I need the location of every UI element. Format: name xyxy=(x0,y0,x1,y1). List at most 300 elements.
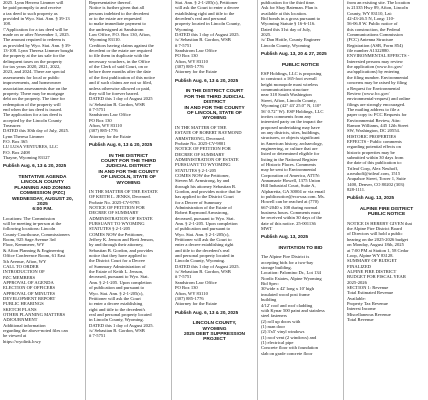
text-line: Interest Income xyxy=(347,306,376,312)
text-line: of the first publication of this notice xyxy=(89,74,156,80)
text-line: Sandstrom Law Office xyxy=(89,112,131,118)
text-line: asr/applications) by entering xyxy=(347,69,400,75)
text-line: /s/ Sebastian B. Gordon, WSB xyxy=(175,37,231,43)
text-line: & Afton Planning & Engineering xyxy=(3,247,64,253)
text-line: Dated this 31st day of July, xyxy=(261,26,311,32)
text-line: engineering, or culture that are xyxy=(261,145,318,151)
heading-line: IN THE DISTRICT COURT xyxy=(185,89,244,95)
text-line: for a Decree of Summary xyxy=(175,199,222,205)
text-line: MWT xyxy=(261,226,273,232)
text-line: the District Court for a Decree xyxy=(89,258,145,264)
publish-date-line: Publish Aug. 6, 13 & 20, 2025 xyxy=(175,309,239,315)
text-line: a tax deed to such property as xyxy=(3,10,58,16)
notice-body xyxy=(261,254,340,356)
text-line: HISTORIC PROPERTIES xyxy=(347,133,397,139)
text-line: historic properties may be xyxy=(347,149,395,155)
text-line: necessary vouchers, in the Office xyxy=(89,58,151,64)
text-line: Review (www.fcc.gov/ xyxy=(347,90,390,96)
text-line: a Request for Environmental xyxy=(347,85,400,91)
text-line: Total Revenue xyxy=(347,316,374,322)
text-line: Annamarie Howell, 1375 Union xyxy=(261,177,321,183)
text-line: PO Box 130 xyxy=(89,117,112,123)
text-line: Arapahoe Street, Tower 1, Suite xyxy=(347,176,406,182)
text-line: listing in the National Register xyxy=(261,156,318,162)
text-line: Lincoln County, Wyoming xyxy=(261,42,310,48)
publish-date-line: Publish Aug. 13, 20 & 27, 2025 xyxy=(261,51,327,57)
text-line: Ann. § 2-1-205. Upon completion xyxy=(89,279,152,285)
text-line: has applied to the District Court xyxy=(175,194,234,200)
publish-date-line: Publish Aug. 6, 13 & 20, 2025 xyxy=(89,141,153,147)
heading-line: FOR THE THIRD JUDICIAL xyxy=(184,94,245,100)
text-line: and personal property located in xyxy=(175,253,235,259)
text-line: 2023, and 2024. There are special xyxy=(3,69,66,75)
column-1 xyxy=(3,0,82,400)
text-line: Registration (ASR, Form 854) xyxy=(347,42,403,48)
heading-line: PROJECT xyxy=(203,337,226,343)
text-line: the date of this publication to: xyxy=(347,160,402,166)
text-line: may be sent to Environmental xyxy=(261,167,317,173)
text-line: business hours. Comments must xyxy=(261,210,321,216)
text-line: of Directors will hold a public xyxy=(347,231,403,237)
text-line: 4/12' roof and roof cladding xyxy=(261,302,313,308)
text-line: property located in Lincoln County, xyxy=(175,21,241,27)
text-line: right and title to the decedent's xyxy=(89,306,146,312)
text-line: decedent or the estate are required xyxy=(89,48,152,54)
text-line: Howell can be reached at (770) xyxy=(261,199,319,205)
text-line: this construction, the Federal xyxy=(347,26,401,32)
text-line: The application for a tax deed is xyxy=(3,112,63,118)
text-line: Attorney for the Estate xyxy=(175,301,217,307)
heading-line: ALPINE FIRE DISTRICT xyxy=(359,206,414,212)
heading-line: IN AND FOR THE COUNTY xyxy=(98,169,159,175)
text-line: Afton, WY 83110 xyxy=(175,58,208,64)
text-line: Interested persons may review xyxy=(347,58,403,64)
text-line: of publication and pursuant to xyxy=(175,226,231,232)
text-line: redemption of the property will xyxy=(3,101,61,107)
column-rule xyxy=(85,0,86,400)
text-line: DATED this 1 day of August 2025. xyxy=(175,32,240,38)
notice-heading xyxy=(175,89,254,121)
text-line: made on or after November 1, 2025. xyxy=(3,32,70,38)
text-line: NOTICE OF PETITION FOR xyxy=(175,146,231,152)
text-line: Attorney for the Estate xyxy=(175,69,217,75)
text-line: deceased, pursuant to Wyo. Stat. xyxy=(175,215,235,221)
text-line: Locations: The Commission xyxy=(3,215,55,221)
text-line: file number A1322880. xyxy=(347,48,390,54)
text-line: ELECTION OF OFFICERS xyxy=(3,285,56,291)
text-line: DECREE OF SUMMARY xyxy=(175,151,225,157)
text-line: Robert Raymond Armstrong, xyxy=(175,210,229,216)
text-line: to publicnotice@eca-usa.com. Ms. xyxy=(261,194,325,199)
text-line: /s/ Dan Hottle, County Engineer xyxy=(261,37,321,43)
publish-date-line: Publish Aug. 13, 2025 xyxy=(261,234,309,240)
text-line: Steven M. Armstrong, by and xyxy=(175,178,230,184)
text-line: provided in Wyo. Stat. Ann. § 39-13 xyxy=(3,16,70,22)
text-line: Lincoln County, Wyoming. xyxy=(175,258,226,264)
text-line: NOTICE OF PETITION FOR xyxy=(89,205,145,210)
text-line: date of this notice. 25-001136 xyxy=(261,220,316,226)
text-line: /s/ Sebastian B. Gordon, WSB xyxy=(89,101,145,107)
column-2 xyxy=(89,0,168,400)
text-line: 1400, Denver, CO 80202 (303) xyxy=(347,181,405,187)
heading-line: WEDNESDAY, AUGUST 20, xyxy=(12,196,73,202)
text-line: association assessments due on the xyxy=(3,85,68,91)
text-line: the undersigned at Sandstrom xyxy=(89,26,144,32)
text-line: Probate No. 2025-CV-9795 xyxy=(89,199,140,205)
text-line: Communications Commission xyxy=(347,32,403,38)
text-line: DATED this 1 day of August 2025. xyxy=(175,263,240,269)
text-line: County, WY 83110, Lat: xyxy=(347,10,393,16)
text-line: Attorney for the Estate xyxy=(89,133,131,139)
heading-line: INVITATION TO BID xyxy=(278,246,323,251)
text-line: before three months after the date xyxy=(89,69,151,75)
heading-line: IN THE DISTRICT xyxy=(108,153,149,159)
text-line: DATED this 1 day of August 2025. xyxy=(89,322,154,328)
text-line: Gordon, and provides notice that he xyxy=(175,188,241,194)
text-line: of Summary Administration of xyxy=(89,263,146,269)
text-line: IN THE MATTER OF THE xyxy=(175,124,227,130)
text-line: /s/ Sebastian B. Gordon, WSB xyxy=(175,269,231,275)
text-line: ADMINISTRATION OF ESTATE xyxy=(175,156,239,162)
text-line: Ramon Williams, 445 12th Street xyxy=(347,122,409,128)
text-line: on any districts, sites, buildings, xyxy=(261,129,321,135)
text-line: in Lincoln County, Wyoming. xyxy=(89,317,144,323)
text-line: County Courthouse, Commissioners xyxy=(3,231,70,237)
text-line: proposed undertaking may have xyxy=(261,124,320,130)
text-line: # 7-5751 xyxy=(89,333,106,339)
text-line: and title to the decedent's real xyxy=(175,247,230,253)
text-line: Miscellaneous Revenue xyxy=(347,311,391,317)
text-line: Total Estimated Revenue xyxy=(347,290,394,296)
text-line: by and through their attorney, xyxy=(89,242,144,248)
text-line: Bid Spec: xyxy=(261,281,279,287)
text-line: unless otherwise allowed or paid, xyxy=(89,85,151,91)
text-line: (307) 885-1776 xyxy=(175,295,204,301)
text-line: STATUTES § 2-1-205 xyxy=(175,167,217,173)
notice-body xyxy=(261,71,340,231)
text-line: # 7-5751 xyxy=(175,274,192,280)
text-line: DEVELOPMENT REPORT xyxy=(3,295,56,301)
text-line: they will be forever barred. xyxy=(89,90,140,96)
text-line: Environmental Review, Attn: xyxy=(347,117,401,123)
text-line: The Alpine Fire District is xyxy=(261,254,310,260)
heading-line: WYOMING xyxy=(202,116,227,122)
text-line: Probate No. 2025-CV-9801 xyxy=(175,140,226,146)
text-line: Administration of the Estate of xyxy=(175,205,232,210)
text-line: 2025-2026 xyxy=(347,279,367,285)
text-line: NOTICE IS HEREBY GIVEN that xyxy=(347,220,412,226)
text-line: 42-43-26.5 N, Long: 110- xyxy=(347,16,395,22)
text-line: with Kynar 500 paint and stainless xyxy=(261,307,325,313)
text-line: # 7-5751 xyxy=(175,42,192,48)
notice-body xyxy=(89,0,168,139)
column-3 xyxy=(175,0,254,400)
text-line: 13-108. Lynn Theresa Limmer bought xyxy=(3,48,74,54)
text-line: 30'wide x 42' long x 10' high xyxy=(261,286,315,292)
column-5 xyxy=(347,0,426,400)
text-line: concerns may be raised by filing xyxy=(347,80,407,86)
heading-line: PLANNING AND ZONING xyxy=(14,185,71,191)
text-line: will be meeting in-person at the xyxy=(3,221,62,227)
text-line: to make immediate payment to xyxy=(89,21,146,27)
text-line: 5th Avenue, Afton, WY xyxy=(3,258,47,264)
text-line: ENVIRONMENTAL EFFECTS - xyxy=(347,53,410,59)
text-line: steel fasteners xyxy=(261,313,287,319)
text-line: as provided by Wyo. Stat. Ann. § 39- xyxy=(3,42,72,48)
text-line: ARMSTRONG, Deceased. xyxy=(175,135,225,141)
notice-heading xyxy=(347,207,426,218)
text-line: of the Clerk of said Court, on or xyxy=(89,64,148,70)
text-line: DATED this 1 day of August 2025 xyxy=(89,96,153,102)
text-line: # 7-5751 xyxy=(89,106,106,112)
text-line: persons indebted to the decedent xyxy=(89,10,149,16)
text-line: for tax years 2020, 2021, 2022, xyxy=(3,64,61,70)
text-line: and if such claims are not so filed, xyxy=(89,80,153,86)
text-line: The mailing address to file a xyxy=(347,106,400,112)
text-line: insulated wood post frame xyxy=(261,291,310,297)
text-line: environmental-request) and online xyxy=(347,96,411,102)
text-line: Afton, WY 83110 xyxy=(175,290,208,296)
text-line: Street, Afton, Lincoln County, xyxy=(261,97,317,103)
text-line: on Monday, August 18th, 2025 xyxy=(347,242,404,248)
text-line: COMES NOW the Petitioner, xyxy=(89,231,144,237)
text-line: Petitioner will ask the Court xyxy=(89,295,141,301)
text-line: Wyo. Stat. Ann. § 2-1-205(c), xyxy=(175,231,230,237)
text-line: Nordic Estates, Alpine Wyoming xyxy=(261,275,322,281)
heading-line: LINCOLN COUNTY xyxy=(21,180,64,186)
text-line: Jeffrey K. Jenson and Brett Jenson, xyxy=(89,237,154,243)
notice-heading xyxy=(175,321,254,343)
text-line: Creditors having claims against the xyxy=(89,42,154,48)
text-line: (FCC) Antenna Structure xyxy=(347,37,394,43)
text-line: assessments for local or public xyxy=(3,74,60,80)
heading-line: JUDICIAL DISTRICT xyxy=(105,164,152,170)
text-line: PURSUANT TO WYOMING xyxy=(175,162,231,168)
text-line: SKETCH PLANS xyxy=(3,306,37,312)
text-line: \"Application for a tax deed will be xyxy=(3,26,68,32)
text-line: the filing number. Environmental xyxy=(347,74,409,80)
text-line: building xyxy=(261,297,277,303)
text-line: APPROVAL OF AGENDA xyxy=(3,279,54,285)
text-line: https://wyolink.lcwy xyxy=(3,338,41,344)
text-line: enter a decree establishing right xyxy=(175,242,234,248)
text-line: 56' 0.72" W). ESP Holdings, LLC xyxy=(261,108,324,114)
heading-line: IN AND FOR THE COUNTY xyxy=(184,105,245,111)
text-line: 108. xyxy=(3,21,12,27)
text-line: to file them in duplicate with the xyxy=(89,53,149,59)
heading-line: OF LINCOLN, STATE OF xyxy=(187,111,242,117)
text-line: (307) 885-1776 xyxy=(175,64,204,70)
text-line: height monopole mast wireless xyxy=(261,81,319,87)
text-line: regarding the above-noted files can xyxy=(3,327,68,333)
text-line: SW, Washington, DC 20554. xyxy=(347,128,400,134)
text-line: Law Office, P.O. Box 130, Afton, xyxy=(89,32,151,38)
text-line: near 318 South Washington xyxy=(261,92,312,98)
text-line: PO Box 130 xyxy=(175,285,198,291)
text-line: Concrete floor with foundation xyxy=(261,345,319,351)
text-line: Sandstrom Law Office xyxy=(175,279,217,285)
text-line: Wyoming (42° 43' 25.0" N, 110° xyxy=(261,103,322,109)
text-line: PURSUANT TO WYOMING xyxy=(89,221,145,227)
text-line: PZC MEMBERS xyxy=(3,274,36,280)
text-line: accepting bids for a two-bay xyxy=(261,259,314,265)
notice-heading xyxy=(3,175,82,213)
publish-date-line: Publish Aug. 6, 13 & 20, 2025 xyxy=(175,77,239,83)
text-line: hearing on the 2025-2026 budget xyxy=(347,236,408,242)
text-line: publication for the third time. xyxy=(261,0,316,5)
text-line: 828-1111. xyxy=(347,187,366,193)
notice-body xyxy=(261,0,340,48)
text-line: (2) roll up doors with xyxy=(261,318,301,324)
notice-body xyxy=(89,189,168,339)
text-line: Floor, Kemmerer, WY xyxy=(3,242,45,248)
text-line: be received within 30 days of the xyxy=(261,215,322,221)
text-line: communications structure xyxy=(261,87,309,93)
text-line: Petitioner will ask the Court to xyxy=(175,237,232,243)
text-line: structures, or objects significant xyxy=(261,135,320,141)
text-line: (2) 3'x5' vinyl windows xyxy=(261,329,305,335)
text-line: Ask for Shay Bateman. Plan is xyxy=(261,5,318,11)
text-line: Trileaf Corp, Alex Neuhoff, xyxy=(347,165,399,171)
notice-body xyxy=(175,125,254,307)
text-line: Wyo. Stat. Ann. § 2-1-205(c), xyxy=(89,290,144,296)
text-line: will ask the Court to enter a decree xyxy=(175,5,240,11)
text-line: ESP Holdings, LLC is proposing xyxy=(261,71,322,77)
text-line: EFFECTS - Public comments xyxy=(347,138,402,144)
text-line: Ann. § 2-1-205. Upon completion xyxy=(175,221,238,227)
text-line: Hill Industrial Court, Suite A, xyxy=(261,183,316,189)
text-line: ESTATE OF ROBERT RAYMOND xyxy=(175,130,242,136)
heading-line: 2025 DEBT SUPPRESSION xyxy=(183,331,246,337)
text-line: to construct a 165-foot overall xyxy=(261,76,317,82)
notice-body xyxy=(175,0,254,75)
publish-date-line: Publish Aug. 6, 13 & 20, 2025 xyxy=(3,163,67,169)
notice-body xyxy=(347,0,426,192)
text-line: Sandstrom Law Office xyxy=(175,48,217,54)
text-line: Wyoming. xyxy=(175,26,195,32)
text-line: Afton, WY 83110 xyxy=(89,122,122,128)
text-line: LU LUSA VENTURES, LLC xyxy=(3,144,59,150)
text-line: Loop, Alpine WY 83128. xyxy=(347,252,394,258)
text-line: following locations: Lincoln xyxy=(3,226,56,232)
text-line: COMES NOW the Petitioner, xyxy=(175,172,230,178)
text-line: slab on grade concrete floor xyxy=(261,350,313,356)
notice-heading xyxy=(89,154,168,186)
text-line: in American history, archaeology, xyxy=(261,140,323,146)
text-line: Wyoming Statute § 16-6-116. xyxy=(261,21,316,27)
text-line: listed or determined eligible for xyxy=(261,151,320,157)
text-line: available at this location. xyxy=(261,10,307,16)
text-line: the Estate of Keith L. Jenson, xyxy=(89,269,144,275)
text-line: Room, 925 Sage Avenue 3rd xyxy=(3,237,56,243)
text-line: P.O. Box 365 xyxy=(3,138,28,144)
heading-line: PUBLIC NOTICE xyxy=(281,62,320,68)
text-line: CALL TO ORDER xyxy=(3,263,39,269)
text-line: property. There may be mortgage xyxy=(3,90,65,96)
text-line: storage building. xyxy=(261,265,292,271)
text-line: 56-06.8 W. Public notice of xyxy=(347,21,398,27)
text-line: be paid promptly to and receive xyxy=(3,5,62,11)
text-line: a.neuhoff@trileaf.com, 1515 xyxy=(347,171,401,176)
notice-body xyxy=(347,221,426,323)
text-line: SECTION 1: Revenue xyxy=(347,284,389,290)
text-line: Stat. Ann. § 2-1-205(c), Petitioner xyxy=(175,0,238,5)
column-rule xyxy=(343,0,344,400)
publish-date-line: Publish Aug. 13, 2025 xyxy=(347,195,395,201)
text-line: improvements, and homeowner xyxy=(3,80,62,86)
text-line: DECREE OF SUMMARY xyxy=(89,210,139,216)
text-line: or to the estate are requested xyxy=(89,16,142,22)
text-line: PUBLIC HEARINGS xyxy=(3,301,44,307)
notice-body xyxy=(3,216,82,344)
text-line: Available: xyxy=(347,295,366,301)
text-line: DATED this 30th day of July, 2025. xyxy=(3,128,70,134)
text-line: PO Box 130 xyxy=(175,53,198,59)
text-line: submitted within 30 days from xyxy=(347,154,404,160)
text-line: ADMINISTRATION OF ESTATE xyxy=(89,215,153,221)
text-line: end when the tax deed is issued. xyxy=(3,106,63,112)
text-line: from an existing site. The location xyxy=(347,0,410,5)
text-line: APPROVAL OF MINUTES xyxy=(3,290,56,296)
heading-line: COMMISSION (PZC) xyxy=(19,191,66,197)
text-line: the property at the tax sale for the xyxy=(3,53,65,59)
text-line: STATUTES § 2-1-205 xyxy=(89,226,131,232)
text-line: establishing right and title to the xyxy=(175,10,235,16)
text-line: accepted by the Lincoln County xyxy=(3,117,62,123)
text-line: notice that they have applied to xyxy=(89,253,147,259)
heading-line: DISTRICT xyxy=(203,100,226,106)
notice-body xyxy=(3,0,82,160)
text-line: (1) man door xyxy=(261,323,285,329)
text-line: Notice is further given that all xyxy=(89,5,145,11)
text-line: 2025. xyxy=(261,32,272,38)
text-line: 2025. Lynn Herrera Limmer will xyxy=(3,0,64,5)
text-line: Corporation of America, ATTN: xyxy=(261,172,320,178)
text-line: Sebastian B. Gordon, and provides xyxy=(89,247,154,253)
text-line: Office Conference Room, 61 East xyxy=(3,253,66,259)
text-line: filings are strongly encouraged. xyxy=(347,101,406,107)
text-line: Thayne, Wyoming 83127 xyxy=(3,154,50,160)
heading-line: PUBLIC NOTICE xyxy=(367,212,406,218)
text-line: interested party on the impact the xyxy=(261,119,323,125)
text-line: be viewed at xyxy=(3,333,27,339)
text-line: paper copy is: FCC Requests for xyxy=(347,112,407,118)
text-line: BUDGET FOR FISCAL YEAR xyxy=(347,274,406,280)
text-line: is 21335 Hwy 89, Afton, Lincoln xyxy=(347,5,408,11)
text-line: deceased, pursuant to Wyo. Stat. xyxy=(89,274,149,280)
text-line: ADJOURNMENT xyxy=(3,317,38,323)
text-line: Property Tax Revenue xyxy=(347,300,388,306)
text-line: Wyoming 83110. xyxy=(89,37,121,43)
text-line: (1) electrical pipe xyxy=(261,339,294,345)
text-line: The amount required to redeem is xyxy=(3,37,66,43)
text-line: Alpharetta, GA 30004 or via email xyxy=(261,188,325,194)
text-line: /s/ Sebastian B. Gordon, WSB xyxy=(89,327,145,333)
text-line: IN THE MATTER OF THE ESTATE xyxy=(89,188,158,194)
text-line: ALPINE FIRE DISTRICT xyxy=(347,268,397,274)
text-line: Location: Palomino Dr., Lot 134 xyxy=(261,270,321,276)
heading-line: TENTATIVE AGENDA xyxy=(18,174,67,180)
text-line: of Historic Places. Comments xyxy=(261,161,316,167)
heading-line: 2025 xyxy=(37,201,48,207)
heading-line: 6:00 P.M. xyxy=(32,207,53,213)
text-line: Treasurer. xyxy=(3,122,22,128)
column-4 xyxy=(261,0,340,400)
text-line: regarding potential effects on xyxy=(347,144,401,150)
text-line: P.O. Box 2408 xyxy=(3,149,30,155)
column-rule xyxy=(171,0,172,400)
text-line: debt on the property. The time for xyxy=(3,96,65,102)
